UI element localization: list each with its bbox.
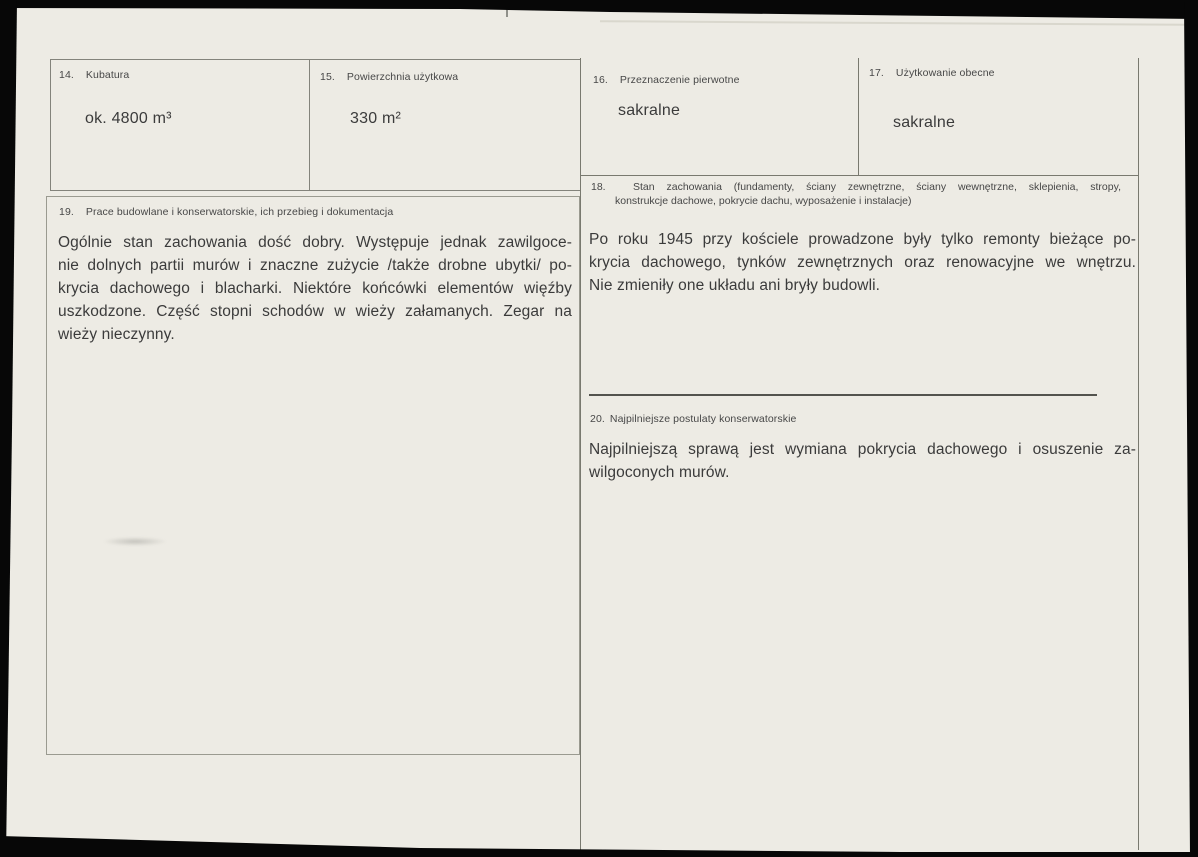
field-number: 20. (590, 413, 605, 425)
field-17-value: sakralne (893, 114, 956, 131)
field-15-label (320, 71, 458, 84)
field-14-cell (51, 60, 310, 190)
field-number: 16. (593, 74, 608, 86)
field-15-cell (310, 60, 580, 190)
right-column (580, 58, 1139, 850)
field-17-cell (859, 58, 1138, 175)
row-fields-14-15 (50, 59, 581, 191)
field-label-text: Przeznaczenie pierwotne (619, 74, 740, 86)
field-label-text: Prace budowlane i konserwatorskie, ich przebieg i dokumentacja (85, 206, 394, 218)
field-16-cell (581, 58, 859, 175)
field-label-text: Użytkowanie obecne (895, 67, 995, 79)
field-number: 19. (59, 206, 74, 218)
field-14-label (59, 69, 129, 82)
field-20-body: Najpilniejszą sprawą jest wymiana pokrycia dachowego i osuszenie za- wilgoconych murów. (589, 441, 1136, 481)
field-15-value: 330 m² (350, 110, 401, 127)
field-18-label (591, 180, 1121, 208)
separator-line (589, 394, 1097, 396)
field-number: 14. (59, 69, 74, 81)
field-number: 18. (591, 181, 606, 193)
field-19-box (46, 196, 580, 755)
field-16-label (593, 74, 740, 87)
field-number: 15. (320, 71, 335, 83)
field-19-body: Ogólnie stan zachowania dość dobry. Występuje jednak zawilgoce- nie dolnych partii murów i znaczne zużycie /także drobne ubytki/ po- krycia dachowego i blacharki. Niektóre końcówki elementów więźby uszkodzone. Część stopni schodów w wieży załamanych. Zegar na wieży nieczynny. (58, 234, 572, 343)
field-20-label (590, 413, 796, 426)
field-label-text: Stan zachowania (fundamenty, ściany zewnętrzne, ściany wewnętrzne, sklepienia, stropy, konstrukcje dachowe, pokrycie dachu, wyposażenie i instalacje) (615, 181, 1121, 207)
field-number: 17. (869, 67, 884, 79)
field-17-label (869, 67, 995, 80)
field-label-text: Najpilniejsze postulaty konserwatorskie (609, 413, 797, 425)
field-18-body: Po roku 1945 przy kościele prowadzone były tylko remonty bieżące po- krycia dachowego, tynków zewnętrznych oraz renowacyjne we wnętrzu. Nie zmieniły one układu ani bryły budowli. (589, 231, 1136, 294)
field-label-text: Powierzchnia użytkowa (346, 71, 459, 83)
field-16-value: sakralne (618, 102, 681, 119)
field-19-label (59, 206, 393, 219)
field-14-value: ok. 4800 m³ (85, 110, 172, 127)
row-fields-16-17 (581, 58, 1138, 176)
field-label-text: Kubatura (85, 69, 130, 81)
